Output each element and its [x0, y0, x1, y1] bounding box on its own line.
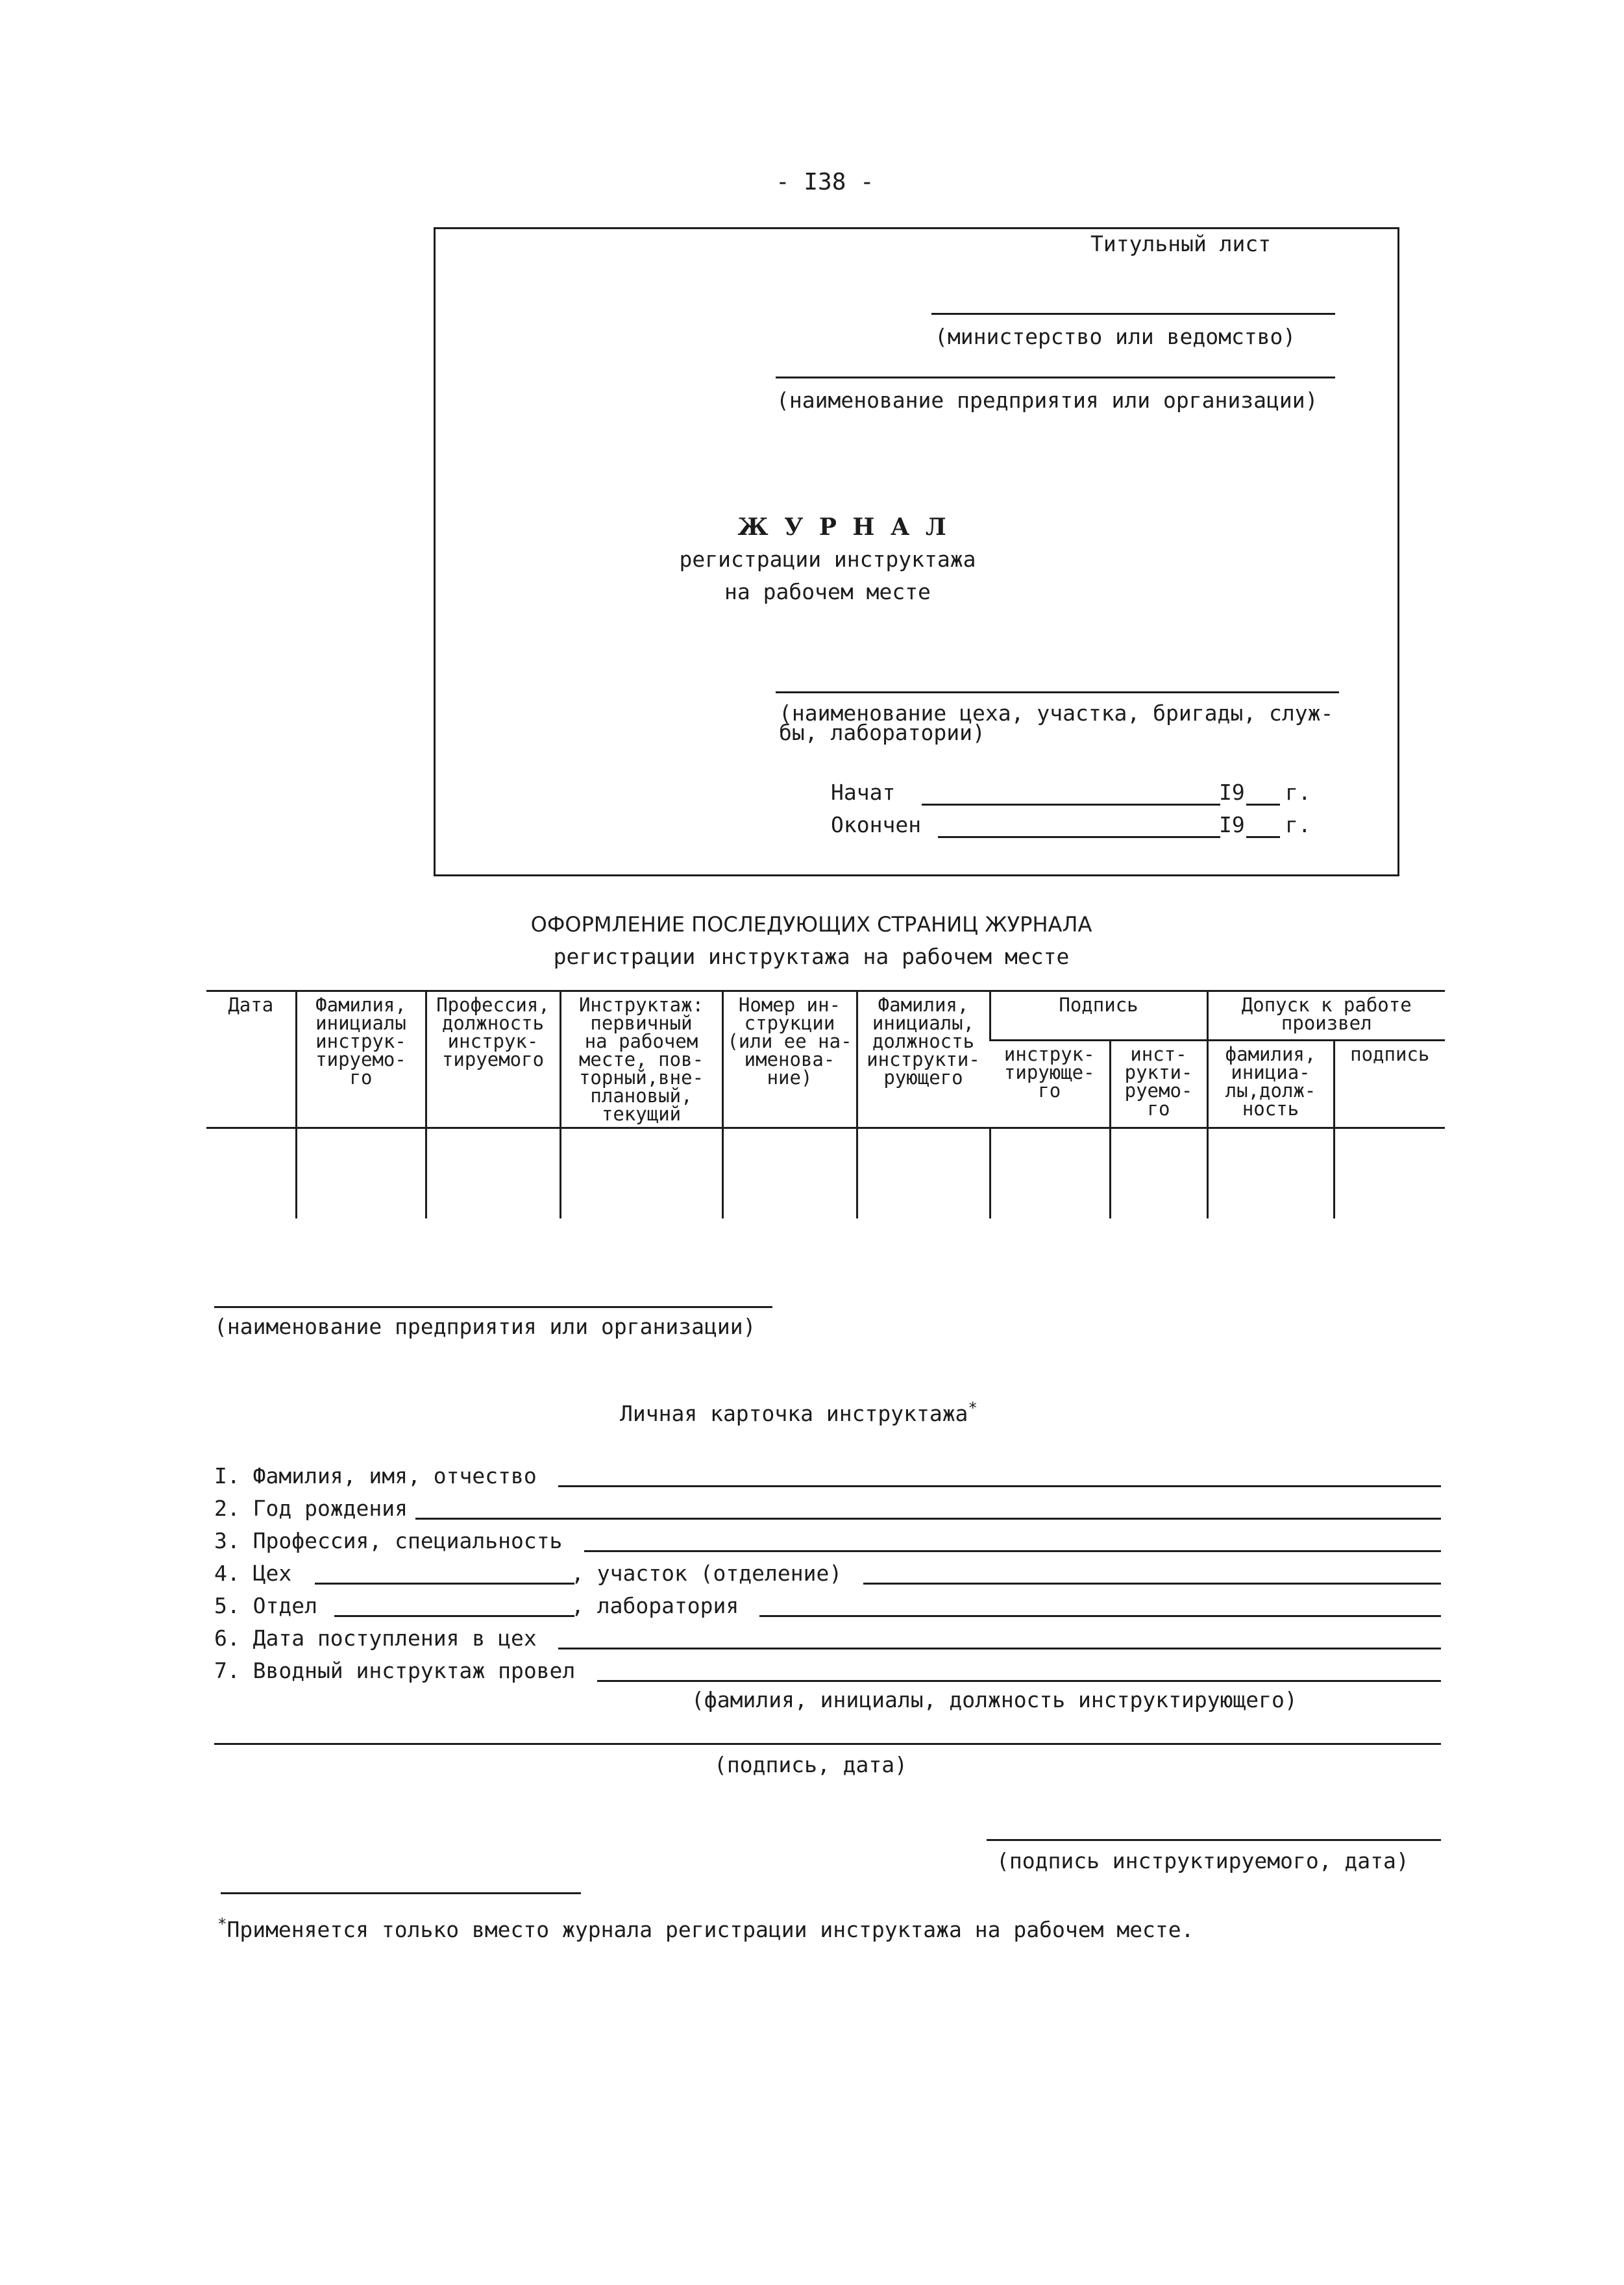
field-full-name[interactable] [558, 1485, 1441, 1487]
col-signature-instructor: инструк- тирующе- го [990, 1040, 1110, 1128]
col-trainee-profession: Профессия, должность инструк- тируемого [426, 991, 560, 1128]
col-work-permit: Допуск к работе произвел [1207, 991, 1445, 1041]
col-instructor-name: Фамилия, инициалы, должность инструкти- рующего [857, 991, 990, 1128]
started-date-line [922, 804, 1220, 806]
col-signature-trainee: инст- рукти- руемо- го [1110, 1040, 1207, 1128]
enterprise-blank-line [776, 377, 1335, 378]
card-item-7: 7. Вводный инструктаж провел [214, 1658, 576, 1683]
col-instruction-type: Инструктаж: первичный на рабочем месте, пов- торный,вне- плановый, текущий [560, 991, 722, 1128]
next-pages-heading: ОФОРМЛЕНИЕ ПОСЛЕДУЮЩИХ СТРАНИЦ ЖУРНАЛА [530, 912, 1092, 937]
workshop-caption-1: (наименование цеха, участка, бригады, служ- [779, 700, 1334, 726]
table-cell[interactable] [990, 1128, 1110, 1219]
card-title-text: Личная карточка инструктажа [620, 1401, 968, 1426]
finished-year-line [1246, 836, 1280, 838]
instructor-caption: (фамилия, инициалы, должность инструктирующего) [691, 1687, 1298, 1712]
finished-label: Окончен [831, 812, 922, 837]
table-cell[interactable] [560, 1128, 722, 1219]
field-workshop[interactable] [315, 1583, 574, 1585]
footnote [217, 1912, 1194, 1942]
table-cell[interactable] [857, 1128, 990, 1219]
next-pages-subheading: регистрации инструктажа на рабочем месте [553, 944, 1070, 969]
footnote-text: Применяется только вместо журнала регистрации инструктажа на рабочем месте. [227, 1917, 1194, 1942]
field-laboratory[interactable] [759, 1615, 1441, 1617]
field-trainee-signature[interactable] [987, 1839, 1441, 1841]
col-instruction-number: Номер ин- струкции (или ее на- именова- ние) [722, 991, 857, 1128]
ministry-caption: (министерство или ведомство) [935, 324, 1296, 349]
col-signature: Подпись [990, 991, 1207, 1041]
card-item-5-extra: , лаборатория [571, 1593, 739, 1618]
field-intro-instructor[interactable] [597, 1680, 1441, 1682]
finished-year-prefix: I9 [1219, 812, 1245, 837]
table-cell[interactable] [296, 1128, 426, 1219]
card-enterprise-caption: (наименование предприятия или организации) [214, 1314, 756, 1339]
started-year-prefix: I9 [1219, 780, 1245, 805]
journal-title: Ж У Р Н А Л [737, 513, 950, 541]
table-row [206, 1128, 1445, 1219]
enterprise-caption: (наименование предприятия или организации) [776, 388, 1318, 413]
started-label: Начат [831, 780, 896, 805]
card-title-footnote-mark: * [968, 1399, 978, 1417]
signature-date-caption: (подпись, дата) [714, 1752, 908, 1777]
finished-date-line [938, 836, 1220, 838]
col-date: Дата [206, 991, 296, 1128]
finished-year-suffix: г. [1285, 812, 1311, 837]
table-cell[interactable] [722, 1128, 857, 1219]
card-item-4-extra: , участок (отделение) [571, 1561, 843, 1586]
field-section[interactable] [863, 1583, 1441, 1585]
footnote-mark: * [217, 1915, 227, 1933]
journal-subtitle-2: на рабочем месте [724, 579, 931, 604]
field-signature-date[interactable] [214, 1743, 1441, 1745]
table-cell[interactable] [206, 1128, 296, 1219]
card-item-5: 5. Отдел [214, 1593, 317, 1618]
footnote-separator [221, 1892, 581, 1894]
started-year-line [1246, 804, 1280, 806]
card-title [620, 1396, 978, 1426]
table-cell[interactable] [1110, 1128, 1207, 1219]
card-item-4: 4. Цех [214, 1561, 292, 1586]
ministry-blank-line [931, 313, 1335, 315]
col-trainee-name: Фамилия, инициалы инструк- тируемо- го [296, 991, 426, 1128]
card-enterprise-blank-line [214, 1306, 772, 1308]
card-item-3: 3. Профессия, специальность [214, 1528, 563, 1553]
title-page-label: Титульный лист [1090, 231, 1272, 256]
field-workshop-date[interactable] [558, 1648, 1441, 1649]
field-profession[interactable] [584, 1550, 1441, 1552]
table-cell[interactable] [426, 1128, 560, 1219]
col-permit-signature: подпись [1334, 1040, 1445, 1128]
trainee-signature-caption: (подпись инструктируемого, дата) [996, 1848, 1409, 1873]
page-number: - I38 - [776, 169, 874, 195]
field-birth-year[interactable] [415, 1518, 1441, 1520]
field-department[interactable] [334, 1615, 574, 1617]
registration-table [206, 990, 1445, 1218]
workshop-caption-2: бы, лаборатории) [779, 720, 985, 745]
workshop-blank-line [776, 691, 1339, 693]
table-cell[interactable] [1207, 1128, 1334, 1219]
col-permit-name: фамилия, инициа- лы,долж- ность [1207, 1040, 1334, 1128]
card-item-2: 2. Год рождения [214, 1496, 408, 1521]
journal-subtitle-1: регистрации инструктажа [679, 547, 976, 572]
card-item-1: I. Фамилия, имя, отчество [214, 1463, 537, 1488]
started-year-suffix: г. [1285, 780, 1311, 805]
card-item-6: 6. Дата поступления в цех [214, 1625, 537, 1651]
table-cell[interactable] [1334, 1128, 1445, 1219]
